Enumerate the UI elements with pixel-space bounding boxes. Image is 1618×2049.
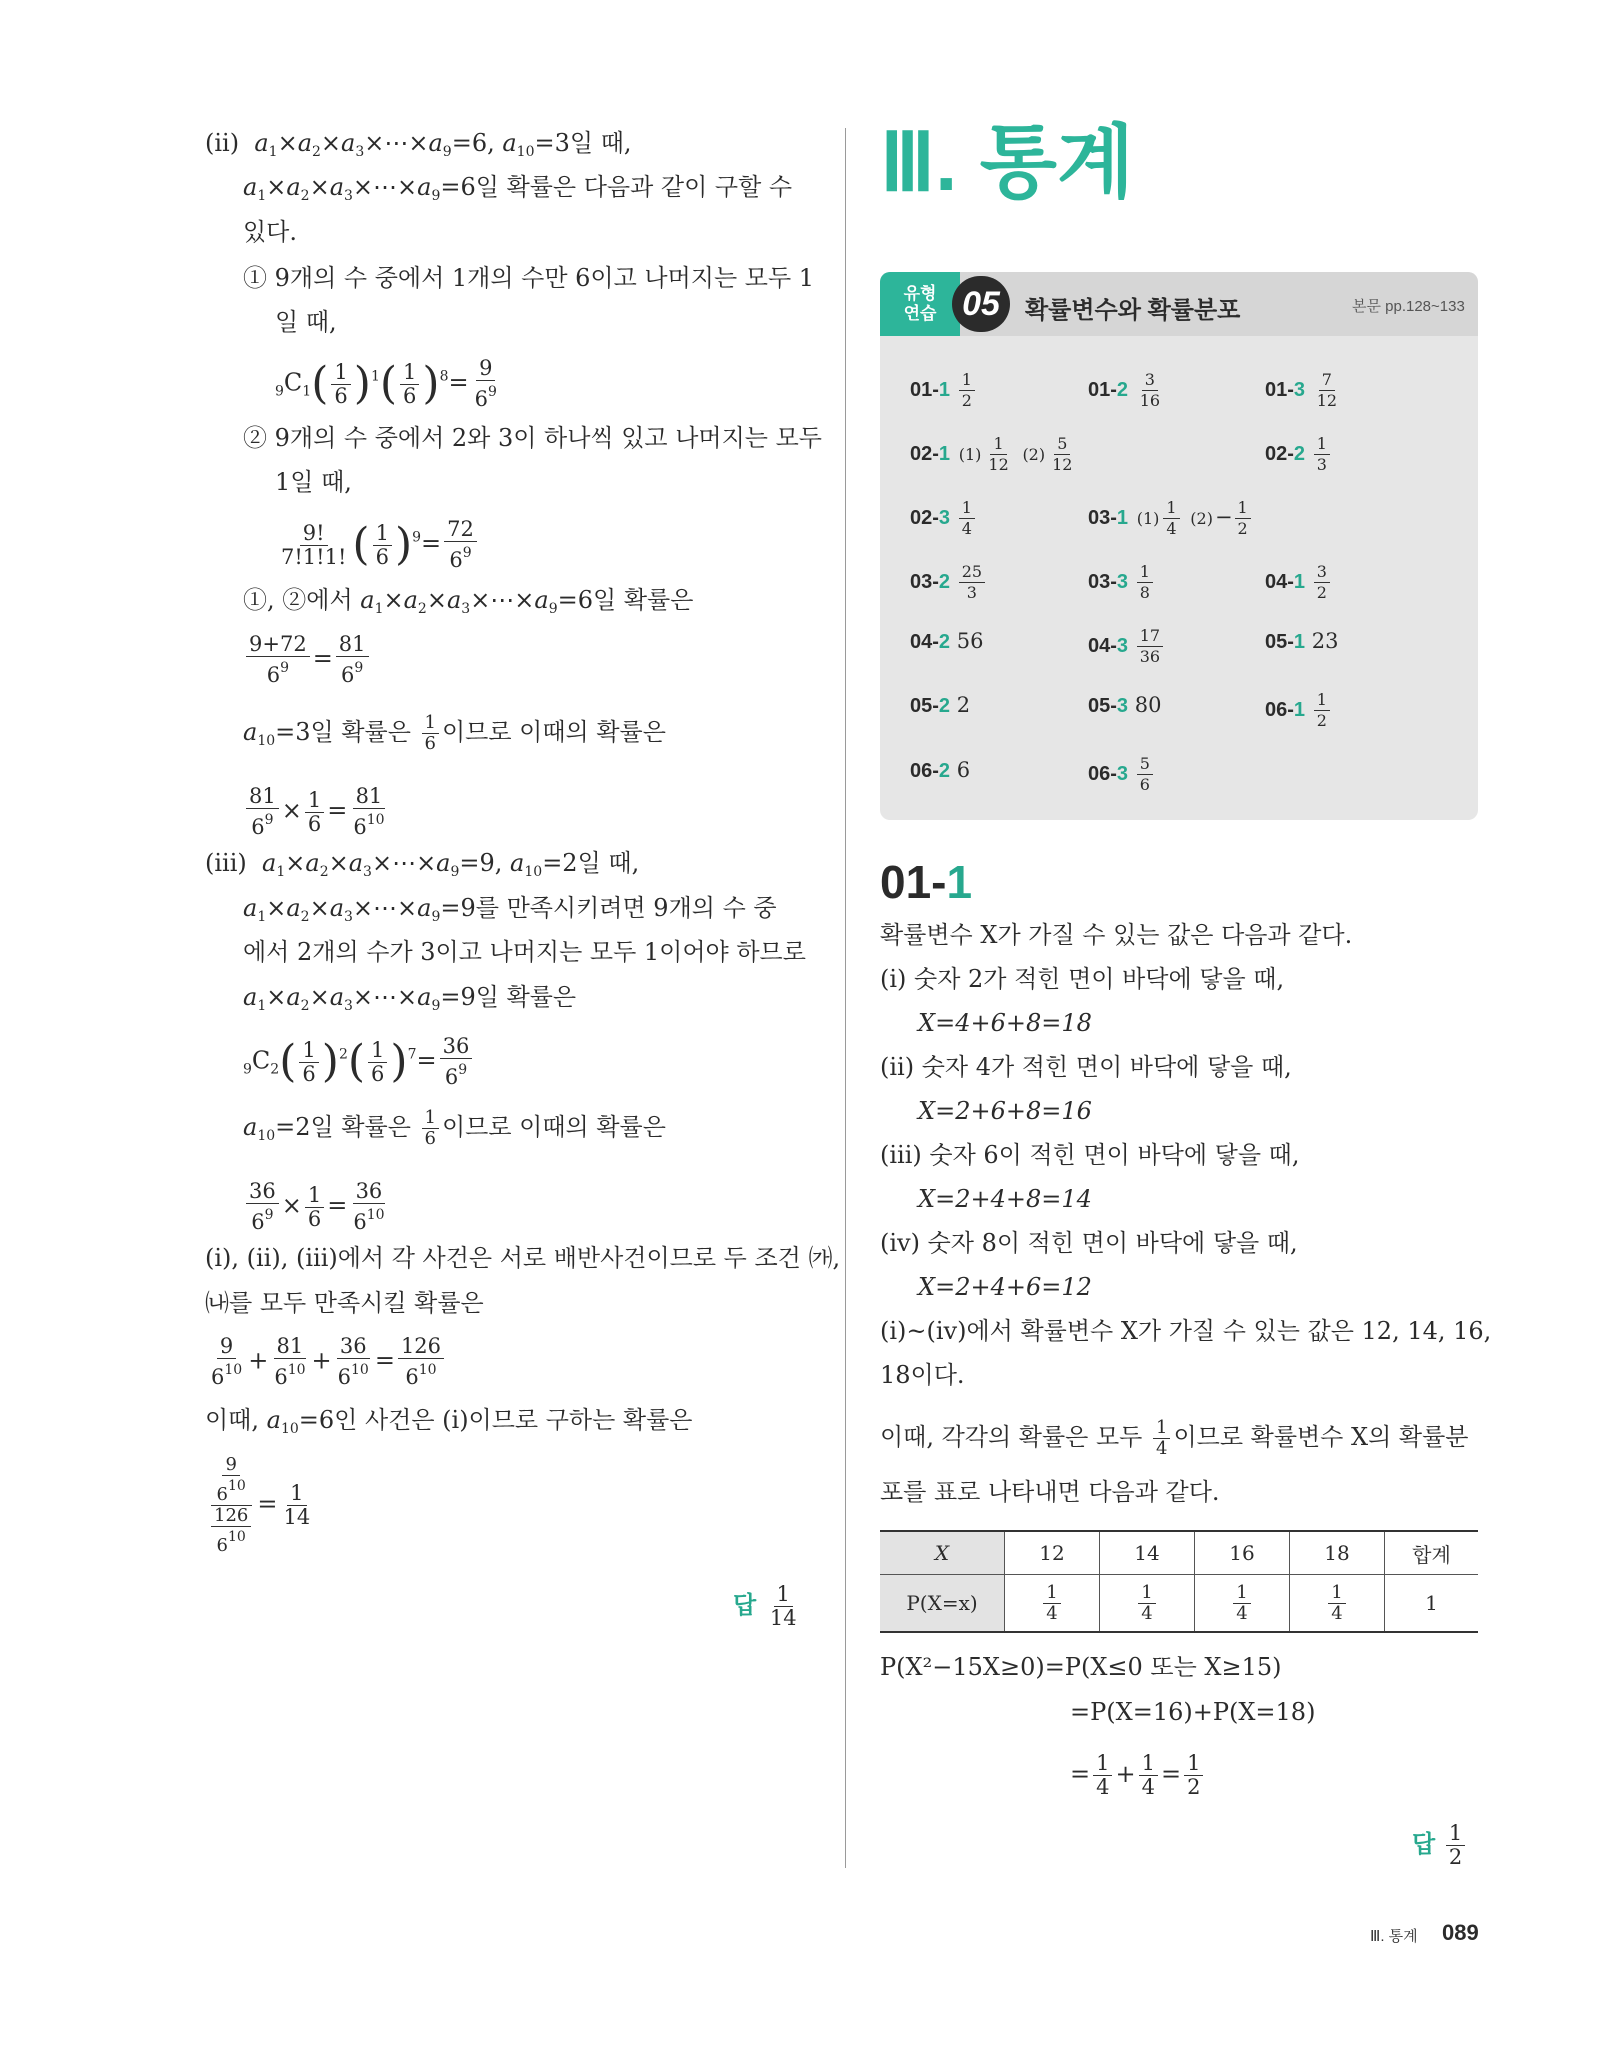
case2-line2: $a_1\times a_2\times a_3\times\cdots\times a_9=6$일 확률은 다음과 같이 구할 수 xyxy=(243,173,793,204)
line-text: =6일 확률은 xyxy=(557,586,694,614)
eq1: P(X²−15X≥0)=P(X≤0 또는 X≥15) xyxy=(880,1653,1282,1681)
from12-line: ①, ②에서 $a_1\times a_2\times a_3\times\cdots\times a_9=6$일 확률은 xyxy=(243,586,694,617)
eq3: = $\frac{1}{4}$ + $\frac{1}{4}$ = $\frac{1}{2}$ xyxy=(1070,1752,1206,1799)
answer-num: 1 xyxy=(1446,1822,1465,1846)
case-ii-eq: X=2+6+8=16 xyxy=(918,1097,1092,1125)
case3-line4: $a_1\times a_2\times a_3\times\cdots\times a_9=9$일 확률은 xyxy=(243,983,577,1014)
answer-05-2: 05-2 2 xyxy=(910,693,971,717)
table-cell: $\frac{1}{4}$ xyxy=(1005,1575,1100,1632)
case-iv-eq: X=2+4+6=12 xyxy=(918,1273,1092,1301)
line-text: =9를 만족시키려면 9개의 수 중 xyxy=(440,894,777,922)
sub2-formula: $\frac{9!}{7!1!1!}$ ( $\frac{1}{6}$ )$^9$= $\frac{72}{6^9}$ xyxy=(275,518,480,572)
section-title-prefix: 01- xyxy=(880,856,947,908)
table-header-cell: 12 xyxy=(1005,1532,1100,1575)
answer-den: 14 xyxy=(769,1606,797,1630)
line-text: 이때, 각각의 확률은 모두 xyxy=(880,1423,1143,1451)
line-text: =6일 확률은 다음과 같이 구할 수 xyxy=(440,173,793,201)
cond-tail: =2일 때, xyxy=(542,849,640,877)
chapter-title: Ⅲ. 통계 xyxy=(880,118,1135,207)
p2-line2: 18이다. xyxy=(880,1361,965,1389)
case3-condition: (iii) $a_1\times a_2\times a_3\times\cdots\times a_9=9$, $a_{10}=2$일 때, xyxy=(205,849,640,880)
case-iii-eq: X=2+4+8=14 xyxy=(918,1185,1092,1213)
line-text: =2일 확률은 xyxy=(275,1113,411,1141)
line-text: =9일 확률은 xyxy=(440,983,577,1011)
table-header-cell: 합계 xyxy=(1385,1532,1479,1575)
line-text: ①, ②에서 xyxy=(243,586,361,614)
answer-06-1: 06-1 $\frac{1}{2}$ xyxy=(1265,690,1332,731)
section-title xyxy=(880,855,972,909)
a10-2-line: $a_{10}=2$일 확률은 $\frac{1}{6}$ 이므로 이때의 확률은 xyxy=(243,1107,666,1149)
sum-line1: (ⅰ), (ⅱ), (ⅲ)에서 각 사건은 서로 배반사건이므로 두 조건 ㈎, xyxy=(205,1244,841,1272)
line-text: =6인 사건은 (ⅰ)이므로 구하는 확률은 xyxy=(298,1406,693,1434)
answer-03-3: 03-3 $\frac{1}{8}$ xyxy=(1088,562,1155,603)
line-text: 이므로 이때의 확률은 xyxy=(441,718,666,746)
answer-02-3: 02-3 $\frac{1}{4}$ xyxy=(910,498,977,539)
line-text: 이때, xyxy=(205,1406,267,1434)
case-label: (ii) xyxy=(205,129,240,157)
p2-line1: (ⅰ)~(ⅳ)에서 확률변수 X가 가질 수 있는 값은 12, 14, 16, xyxy=(880,1317,1492,1345)
answer-01-1: 01-1 $\frac{1}{2}$ xyxy=(910,370,977,411)
answer-den: 2 xyxy=(1448,1845,1463,1869)
sub2-line2: 1일 때, xyxy=(275,468,352,496)
case2-result: $\frac{81}{6^9}$ × $\frac{1}{6}$ = $\frac{81}{6^{10}}$ xyxy=(243,785,391,839)
case2-condition: (ii) $a_1\times a_2\times a_3\times\cdots\times a_9=6$, $a_{10}=3$일 때, xyxy=(205,129,632,160)
p3-line2: 포를 표로 나타내면 다음과 같다. xyxy=(880,1478,1220,1506)
case3-line3: 에서 2개의 수가 3이고 나머지는 모두 1이어야 하므로 xyxy=(243,938,806,966)
panel-tag-line: 연습 xyxy=(903,304,937,323)
answer-05-1: 05-1 23 xyxy=(1265,629,1339,653)
case2-line3: 있다. xyxy=(243,218,297,246)
case-label: (iii) xyxy=(205,849,247,877)
line-text: =3일 확률은 xyxy=(275,718,411,746)
sub1-formula: $_9C_1$( $\frac{1}{6}$ )$^1$( $\frac{1}{6}$ )$^8$= $\frac{9}{6^9}$ xyxy=(275,356,497,411)
answer-02-1: 02-1 (1) $\frac{1}{12}$ (2) $\frac{5}{12}$ xyxy=(910,434,1073,474)
table-cell: $\frac{1}{4}$ xyxy=(1100,1575,1195,1632)
table-header-cell: 18 xyxy=(1290,1532,1385,1575)
sub1-line2: 일 때, xyxy=(275,308,337,336)
table-cell: $\frac{1}{4}$ xyxy=(1290,1575,1385,1632)
answer-03-1: 03-1 (1) $\frac{1}{4}$ (2)− $\frac{1}{2}$ xyxy=(1088,498,1253,539)
answer-02-2: 02-2 $\frac{1}{3}$ xyxy=(1265,434,1332,475)
panel-tag xyxy=(880,272,960,336)
table-row-label: P(X=x) xyxy=(880,1575,1005,1632)
final-line: 이때, $a_{10}=6$인 사건은 (ⅰ)이므로 구하는 확률은 xyxy=(205,1406,693,1437)
answer-01-3: 01-3 $\frac{7}{12}$ xyxy=(1265,370,1338,410)
answer-04-3: 04-3 $\frac{17}{36}$ xyxy=(1088,626,1165,667)
right-answer xyxy=(1412,1822,1468,1869)
page-number: 089 xyxy=(1442,1920,1479,1945)
distribution-table xyxy=(880,1530,1478,1633)
answer-01-2: 01-2 $\frac{3}{16}$ xyxy=(1088,370,1161,410)
case3-formula: $_9C_2$( $\frac{1}{6}$ )$^2$( $\frac{1}{6}$ )$^7$= $\frac{36}{6^9}$ xyxy=(243,1035,475,1089)
answer-06-3: 06-3 $\frac{5}{6}$ xyxy=(1088,754,1155,795)
panel-tag-line: 유형 xyxy=(903,284,937,303)
cond-text: =6, xyxy=(451,129,503,157)
panel-title: 확률변수와 확률분포 xyxy=(1025,297,1241,324)
a10-3-line: $a_{10}=3$일 확률은 $\frac{1}{6}$ 이므로 이때의 확률은 xyxy=(243,712,666,754)
p3-line1: 이때, 각각의 확률은 모두 $\frac{1}{4}$ 이므로 확률변수 X의 확률분 xyxy=(880,1417,1469,1459)
sum12-formula: $\frac{9+72}{6^9}$ = $\frac{81}{6^9}$ xyxy=(243,633,372,687)
case-ii: (ⅱ) 숫자 4가 적힌 면이 바닥에 닿을 때, xyxy=(880,1053,1292,1081)
answer-label: 답 xyxy=(733,1592,757,1619)
left-answer xyxy=(733,1583,803,1630)
p1: 확률변수 X가 가질 수 있는 값은 다음과 같다. xyxy=(880,921,1353,949)
table-header-cell: 16 xyxy=(1195,1532,1290,1575)
sum-line2: ㈏를 모두 만족시킬 확률은 xyxy=(205,1289,484,1317)
sub2-line1: ② 9개의 수 중에서 2와 3이 하나씩 있고 나머지는 모두 xyxy=(243,424,822,452)
case-iii: (ⅲ) 숫자 6이 적힌 면이 바닥에 닿을 때, xyxy=(880,1141,1300,1169)
case-iv: (ⅳ) 숫자 8이 적힌 면이 바닥에 닿을 때, xyxy=(880,1229,1298,1257)
line-text: 이므로 확률변수 X의 확률분 xyxy=(1173,1423,1469,1451)
section-title-suffix: 1 xyxy=(946,856,973,908)
table-cell: $\frac{1}{4}$ xyxy=(1195,1575,1290,1632)
answer-num: 1 xyxy=(774,1583,793,1607)
case-i-eq: X=4+6+8=18 xyxy=(918,1009,1092,1037)
answer-05-3: 05-3 80 xyxy=(1088,693,1162,717)
table-header-cell: 14 xyxy=(1100,1532,1195,1575)
answer-panel xyxy=(880,272,1478,820)
case-i: (ⅰ) 숫자 2가 적힌 면이 바닥에 닿을 때, xyxy=(880,965,1285,993)
cond-text: =9, xyxy=(459,849,511,877)
answer-06-2: 06-2 6 xyxy=(910,758,971,782)
column-divider xyxy=(845,128,846,1868)
answer-label: 답 xyxy=(1412,1831,1436,1858)
eq2: =P(X=16)+P(X=18) xyxy=(1070,1698,1316,1726)
case3-line2: $a_1\times a_2\times a_3\times\cdots\times a_9=9$를 만족시키려면 9개의 수 중 xyxy=(243,894,777,925)
panel-number: 05 xyxy=(952,276,1010,332)
answer-03-2: 03-2 $\frac{25}{3}$ xyxy=(910,562,987,603)
table-header-cell: X xyxy=(880,1532,1005,1575)
table-cell-total: 1 xyxy=(1385,1575,1479,1632)
cond-tail: =3일 때, xyxy=(534,129,632,157)
line-text: 이므로 이때의 확률은 xyxy=(441,1113,666,1141)
final-formula: $\frac{\frac{9}{6^{10}}}{\frac{126}{6^{10}}}$ = $\frac{1}{14}$ xyxy=(205,1455,316,1556)
panel-pages: 본문 pp.128~133 xyxy=(1352,298,1465,315)
answer-04-1: 04-1 $\frac{3}{2}$ xyxy=(1265,562,1332,603)
case3-result: $\frac{36}{6^9}$ × $\frac{1}{6}$ = $\frac{36}{6^{10}}$ xyxy=(243,1180,391,1234)
footer-section: Ⅲ. 통계 xyxy=(1370,1928,1418,1945)
answer-04-2: 04-2 56 xyxy=(910,629,984,653)
sum-formula: $\frac{9}{6^{10}}$ + $\frac{81}{6^{10}}$ + $\frac{36}{6^{10}}$ = $\frac{126}{6^{10}}$ xyxy=(205,1335,447,1389)
sub1-line1: ① 9개의 수 중에서 1개의 수만 6이고 나머지는 모두 1 xyxy=(243,264,815,292)
